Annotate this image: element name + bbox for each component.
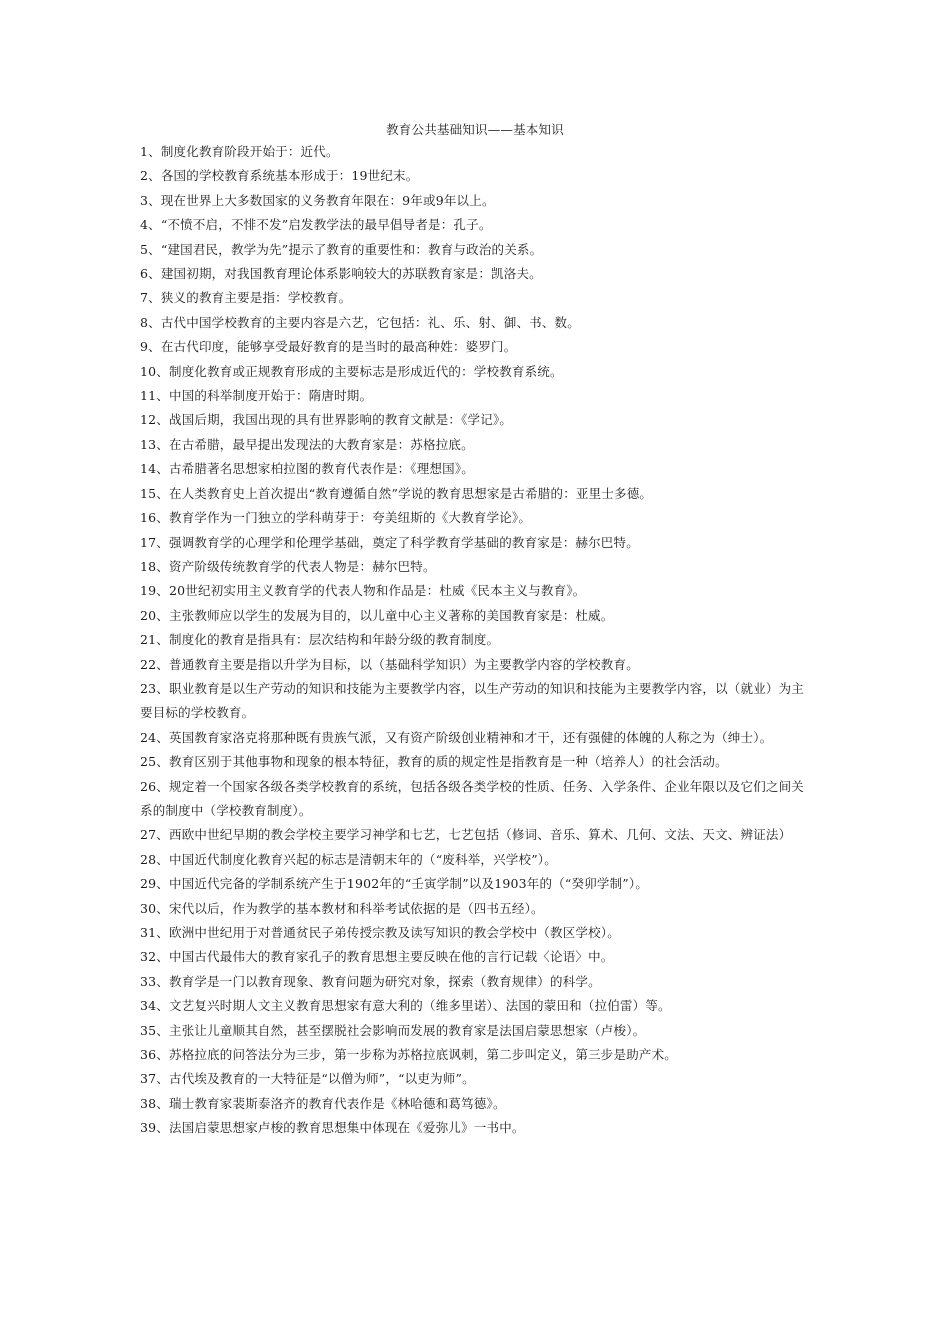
list-item: 13、在古希腊，最早提出发现法的大教育家是：苏格拉底。 xyxy=(140,436,474,452)
list-item: 14、古希腊著名思想家柏拉图的教育代表作是：《理想国》。 xyxy=(140,461,475,477)
list-item: 33、教育学是一门以教育现象、教育问题为研究对象，探索（教育规律）的科学。 xyxy=(140,973,601,989)
list-item: 8、古代中国学校教育的主要内容是六艺，它包括：礼、乐、射、御、书、数。 xyxy=(140,314,580,330)
list-item: 17、强调教育学的心理学和伦理学基础，奠定了科学教育学基础的教育家是：赫尔巴特。 xyxy=(140,534,639,550)
list-item: 22、普通教育主要是指以升学为目标，以（基础科学知识）为主要教学内容的学校教育。 xyxy=(140,656,639,672)
list-item: 34、文艺复兴时期人文主义教育思想家有意大利的（维多里诺）、法国的蒙田和（拉伯雷）等。 xyxy=(140,998,671,1014)
list-item: 11、中国的科举制度开始于：隋唐时期。 xyxy=(140,388,373,404)
item-list xyxy=(140,140,808,1141)
list-item: 37、古代埃及教育的一大特征是“以僧为师”，“以吏为师”。 xyxy=(140,1071,475,1087)
list-item: 26、规定着一个国家各级各类学校教育的系统，包括各级各类学校的性质、任务、入学条件、企业年限以及它们之间关系的制度中（学校教育制度）。 xyxy=(140,778,805,818)
list-item: 1、制度化教育阶段开始于：近代。 xyxy=(140,144,339,159)
list-item: 29、中国近代完备的学制系统产生于1902年的“壬寅学制”以及1903年的（“癸卯学制”）。 xyxy=(140,876,649,892)
list-item: 19、20世纪初实用主义教育学的代表人物和作品是：杜威《民本主义与教育》。 xyxy=(140,583,586,599)
list-item: 30、宋代以后，作为教学的基本教材和科举考试依据的是（四书五经）。 xyxy=(140,900,544,916)
list-item: 18、资产阶级传统教育学的代表人物是：赫尔巴特。 xyxy=(140,558,436,574)
list-item: 25、教育区别于其他事物和现象的根本特征，教育的质的规定性是指教育是一种（培养人）的社会活动。 xyxy=(140,754,728,770)
list-item: 9、在古代印度，能够享受最好教育的是当时的最高种姓：婆罗门。 xyxy=(140,339,517,355)
list-item: 31、欧洲中世纪用于对普通贫民子弟传授宗教及读写知识的教会学校中（教区学校）。 xyxy=(140,925,620,940)
list-item: 10、制度化教育或正规教育形成的主要标志是形成近代的：学校教育系统。 xyxy=(140,363,563,379)
list-item: 5、“建国君民，教学为先”提示了教育的重要性和：教育与政治的关系。 xyxy=(140,241,543,257)
list-item: 21、制度化的教育是指具有：层次结构和年龄分级的教育制度。 xyxy=(140,632,500,648)
list-item: 36、苏格拉底的问答法分为三步，第一步称为苏格拉底讽刺，第二步叫定义，第三步是助产术。 xyxy=(140,1047,678,1063)
list-item: 39、法国启蒙思想家卢梭的教育思想集中体现在《爱弥儿》一书中。 xyxy=(140,1120,525,1136)
list-item: 35、主张让儿童顺其自然，甚至摆脱社会影响而发展的教育家是法国启蒙思想家（卢梭）。 xyxy=(140,1022,646,1038)
list-item: 28、中国近代制度化教育兴起的标志是清朝末年的（“废科举，兴学校”）。 xyxy=(140,851,557,867)
list-item: 12、战国后期，我国出现的具有世界影响的教育文献是：《学记》。 xyxy=(140,412,513,428)
list-item: 2、各国的学校教育系统基本形成于：19世纪末。 xyxy=(140,168,419,184)
list-item: 38、瑞士教育家裴斯泰洛齐的教育代表作是《林哈德和葛笃德》。 xyxy=(140,1095,506,1111)
list-item: 4、“不愤不启，不悱不发”启发教学法的最早倡导者是：孔子。 xyxy=(140,217,492,233)
list-item: 6、建国初期，对我国教育理论体系影响较大的苏联教育家是：凯洛夫。 xyxy=(140,266,542,282)
list-item: 27、西欧中世纪早期的教会学校主要学习神学和七艺，七艺包括（修词、音乐、算术、几何、文法、天文、辨证法） xyxy=(140,827,792,843)
list-item: 24、英国教育家洛克将那种既有贵族气派，又有资产阶级创业精神和才干，还有强健的体魄的人称之为（绅士）。 xyxy=(140,729,773,745)
list-item: 23、职业教育是以生产劳动的知识和技能为主要教学内容，以生产劳动的知识和技能为主要教学内容，以（就业）为主要目标的学校教育。 xyxy=(140,680,805,721)
list-item: 15、在人类教育史上首次提出“教育遵循自然”学说的教育思想家是古希腊的：亚里士多德。 xyxy=(140,485,653,501)
list-item: 3、现在世界上大多数国家的义务教育年限在：9年或9年以上。 xyxy=(140,192,495,208)
list-item: 16、教育学作为一门独立的学科萌芽于：夸美纽斯的《大教育学论》。 xyxy=(140,510,532,526)
list-item: 7、狭义的教育主要是指：学校教育。 xyxy=(140,290,352,306)
list-item: 20、主张教师应以学生的发展为目的，以儿童中心主义著称的美国教育家是：杜威。 xyxy=(140,607,614,623)
document-title: 教育公共基础知识——基本知识 xyxy=(386,122,564,137)
list-item: 32、中国古代最伟大的教育家孔子的教育思想主要反映在他的言行记载〈论语〉中。 xyxy=(140,949,614,965)
